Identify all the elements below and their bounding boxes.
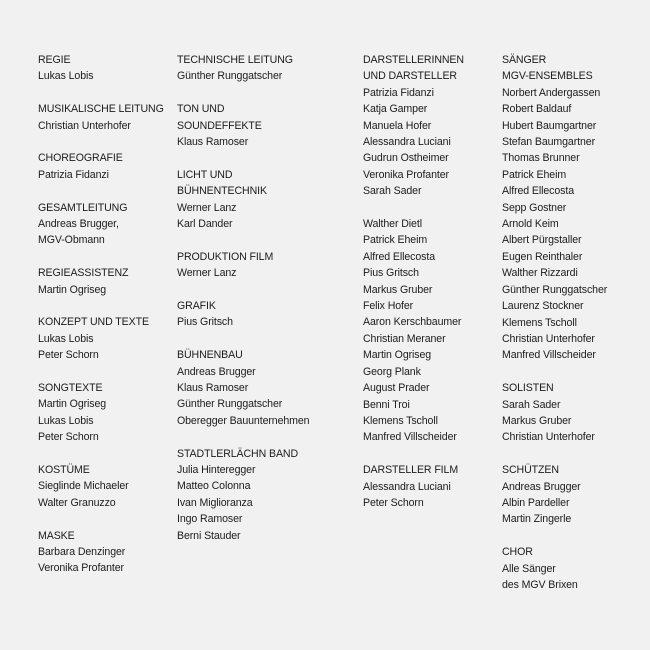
credit-section — [38, 314, 168, 363]
person-name: Alle Sänger — [502, 562, 556, 575]
credit-section — [363, 52, 498, 200]
name-list — [38, 396, 168, 445]
heading-line: SOLISTEN — [502, 382, 554, 395]
person-name: Ivan Miglioranza — [177, 496, 253, 509]
person-name: Matteo Colonna — [177, 480, 251, 493]
person-name: Berni Stauder — [177, 529, 241, 542]
credit-section — [177, 298, 357, 331]
credit-section — [177, 167, 357, 233]
heading-line: BÜHNENTECHNIK — [177, 185, 267, 198]
person-name: Alfred Ellecosta — [363, 250, 436, 263]
credit-section — [177, 101, 357, 150]
person-name: Alfred Ellecosta — [502, 185, 575, 198]
heading-line: DARSTELLER FILM — [363, 464, 459, 477]
person-name: Aaron Kerschbaumer — [363, 316, 462, 329]
person-name: Christian Unterhofer — [502, 431, 595, 444]
credit-section — [177, 52, 357, 85]
person-name: Lukas Lobis — [38, 70, 94, 83]
person-name: Martin Ogriseg — [38, 283, 107, 296]
person-name: Gudrun Ostheimer — [363, 152, 449, 165]
section-heading — [502, 380, 647, 396]
person-name: Lukas Lobis — [38, 332, 94, 345]
person-name: Norbert Andergassen — [502, 86, 601, 99]
credit-section — [38, 380, 168, 446]
person-name: Patrick Eheim — [502, 168, 567, 181]
credit-section — [177, 347, 357, 429]
name-list — [38, 282, 168, 298]
person-name: Walter Granuzzo — [38, 496, 116, 509]
credit-section — [363, 216, 498, 446]
section-heading — [363, 462, 498, 478]
person-name: Sepp Gostner — [502, 201, 567, 214]
person-name: Robert Baldauf — [502, 103, 572, 116]
person-name: Barbara Denzinger — [38, 546, 126, 559]
section-heading — [38, 101, 168, 117]
section-heading — [177, 298, 357, 314]
person-name: Veronika Profanter — [363, 168, 449, 181]
section-heading — [38, 462, 168, 478]
heading-line: KONZEPT UND TEXTE — [38, 316, 149, 329]
heading-line: SOUNDEFFEKTE — [177, 119, 262, 132]
person-name: Felix Hofer — [363, 300, 414, 313]
person-name: Christian Meraner — [363, 332, 446, 345]
credit-section — [177, 249, 357, 282]
name-list — [502, 85, 647, 364]
section-heading — [177, 101, 357, 134]
heading-line: PRODUKTION FILM — [177, 250, 274, 263]
person-name: Werner Lanz — [177, 267, 237, 280]
credit-section — [38, 150, 168, 183]
person-name: Peter Schorn — [38, 349, 99, 362]
person-name: Laurenz Stockner — [502, 300, 584, 313]
credit-section — [38, 52, 168, 85]
heading-line: SÄNGER — [502, 54, 547, 66]
person-name: Christian Unterhofer — [502, 332, 595, 345]
section-heading — [38, 380, 168, 396]
person-name: Patrizia Fidanzi — [38, 168, 109, 181]
heading-line: KOSTÜME — [38, 464, 90, 477]
credits-column-2 — [177, 52, 357, 560]
person-name: Thomas Brunner — [502, 152, 580, 165]
credit-section — [502, 544, 647, 593]
person-name: Klaus Ramoser — [177, 382, 249, 395]
heading-line: BÜHNENBAU — [177, 349, 243, 362]
heading-line: MASKE — [38, 529, 75, 542]
person-name: Pius Gritsch — [177, 316, 233, 329]
person-name: Albin Pardeller — [502, 496, 570, 509]
name-list — [363, 216, 498, 446]
person-name: MGV-Obmann — [38, 234, 105, 247]
person-name: Klaus Ramoser — [177, 136, 249, 149]
person-name: Alessandra Luciani — [363, 480, 451, 493]
heading-line: TECHNISCHE LEITUNG — [177, 54, 293, 66]
person-name: Martin Ogriseg — [363, 349, 432, 362]
name-list — [177, 134, 357, 150]
section-heading — [38, 200, 168, 216]
person-name: Günther Runggatscher — [177, 70, 283, 83]
section-heading — [363, 52, 498, 85]
person-name: Günther Runggatscher — [177, 398, 283, 411]
section-heading — [502, 462, 647, 478]
name-list — [502, 397, 647, 446]
name-list — [502, 479, 647, 528]
section-heading — [502, 544, 647, 560]
person-name: Oberegger Bauunternehmen — [177, 414, 310, 427]
person-name: Julia Hinteregger — [177, 464, 256, 477]
name-list — [177, 265, 357, 281]
person-name: Günther Runggatscher — [502, 283, 608, 296]
name-list — [38, 216, 168, 249]
heading-line: CHOR — [502, 546, 533, 559]
heading-line: MUSIKALISCHE LEITUNG — [38, 103, 164, 116]
person-name: August Prader — [363, 382, 430, 395]
person-name: Andreas Brugger — [177, 365, 256, 378]
person-name: Stefan Baumgartner — [502, 136, 596, 149]
name-list — [502, 561, 647, 594]
person-name: Klemens Tscholl — [502, 316, 577, 329]
credit-section — [502, 380, 647, 446]
section-heading — [38, 150, 168, 166]
section-heading — [177, 52, 357, 68]
person-name: Karl Dander — [177, 218, 233, 231]
person-name: Werner Lanz — [177, 201, 237, 214]
person-name: Sieglinde Michaeler — [38, 480, 129, 493]
name-list — [363, 85, 498, 200]
credits-column-3 — [363, 52, 498, 528]
heading-line: UND DARSTELLER — [363, 70, 457, 83]
section-heading — [177, 446, 357, 462]
name-list — [177, 200, 357, 233]
person-name: Peter Schorn — [363, 496, 424, 509]
heading-line: MGV-ENSEMBLES — [502, 70, 593, 83]
section-heading — [177, 167, 357, 200]
person-name: Markus Gruber — [502, 414, 572, 427]
person-name: Klemens Tscholl — [363, 414, 438, 427]
section-heading — [38, 52, 168, 68]
person-name: Peter Schorn — [38, 431, 99, 444]
heading-line: GRAFIK — [177, 300, 216, 313]
person-name: Patrizia Fidanzi — [363, 86, 434, 99]
person-name: Pius Gritsch — [363, 267, 419, 280]
person-name: des MGV Brixen — [502, 578, 578, 591]
person-name: Manfred Villscheider — [363, 431, 457, 444]
heading-line: CHOREOGRAFIE — [38, 152, 123, 165]
person-name: Christian Unterhofer — [38, 119, 131, 132]
name-list — [38, 478, 168, 511]
person-name: Alessandra Luciani — [363, 136, 451, 149]
credit-section — [38, 462, 168, 511]
heading-line: LICHT UND — [177, 168, 233, 181]
heading-line: SONGTEXTE — [38, 382, 103, 395]
name-list — [38, 68, 168, 84]
person-name: Martin Ogriseg — [38, 398, 107, 411]
heading-line: REGIEASSISTENZ — [38, 267, 129, 280]
person-name: Katja Gamper — [363, 103, 428, 116]
person-name: Andreas Brugger, — [38, 218, 119, 231]
section-heading — [38, 265, 168, 281]
person-name: Patrick Eheim — [363, 234, 428, 247]
person-name: Benni Troi — [363, 398, 410, 411]
credits-column-1 — [38, 52, 168, 593]
person-name: Markus Gruber — [363, 283, 433, 296]
credit-section — [363, 462, 498, 511]
name-list — [38, 167, 168, 183]
heading-line: DARSTELLERINNEN — [363, 54, 464, 66]
heading-line: GESAMTLEITUNG — [38, 201, 128, 214]
credit-section — [38, 101, 168, 134]
name-list — [177, 68, 357, 84]
name-list — [177, 462, 357, 544]
person-name: Andreas Brugger — [502, 480, 581, 493]
credits-column-4 — [502, 52, 647, 610]
name-list — [38, 331, 168, 364]
name-list — [177, 314, 357, 330]
person-name: Walther Rizzardi — [502, 267, 578, 280]
name-list — [38, 118, 168, 134]
person-name: Sarah Sader — [363, 185, 422, 198]
section-heading — [177, 347, 357, 363]
person-name: Martin Zingerle — [502, 513, 572, 526]
section-heading — [38, 314, 168, 330]
name-list — [38, 544, 168, 577]
name-list — [363, 479, 498, 512]
person-name: Sarah Sader — [502, 398, 561, 411]
person-name: Georg Plank — [363, 365, 421, 378]
credit-section — [38, 265, 168, 298]
credit-section — [502, 462, 647, 528]
person-name: Manfred Villscheider — [502, 349, 596, 362]
heading-line: TON UND — [177, 103, 225, 116]
person-name: Ingo Ramoser — [177, 513, 243, 526]
credit-section — [38, 200, 168, 249]
section-heading — [38, 528, 168, 544]
heading-line: STADTLERLÄCHN BAND — [177, 447, 299, 460]
person-name: Eugen Reinthaler — [502, 250, 583, 263]
heading-line: REGIE — [38, 54, 71, 66]
person-name: Arnold Keim — [502, 218, 559, 231]
credit-section — [38, 528, 168, 577]
person-name: Walther Dietl — [363, 218, 422, 231]
heading-line: SCHÜTZEN — [502, 464, 559, 477]
person-name: Manuela Hofer — [363, 119, 432, 132]
person-name: Hubert Baumgartner — [502, 119, 597, 132]
person-name: Albert Pürgstaller — [502, 234, 582, 247]
name-list — [177, 364, 357, 430]
person-name: Lukas Lobis — [38, 414, 94, 427]
section-heading — [177, 249, 357, 265]
section-heading — [502, 52, 647, 85]
credit-section — [502, 52, 647, 364]
person-name: Veronika Profanter — [38, 562, 124, 575]
credit-section — [177, 446, 357, 544]
